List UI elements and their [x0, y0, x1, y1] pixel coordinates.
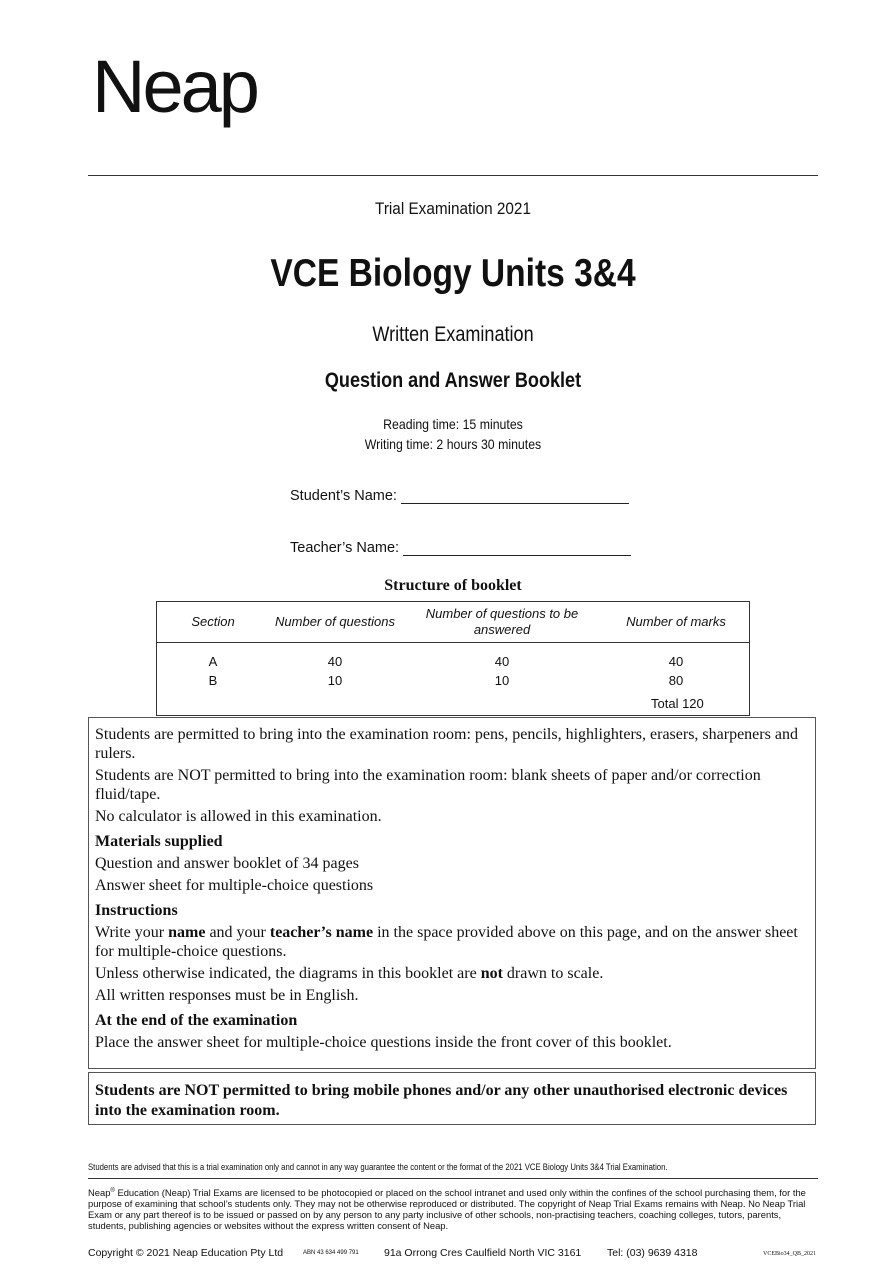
calculator-text: No calculator is allowed in this examination. — [95, 808, 382, 825]
table-row-total — [157, 692, 750, 716]
structure-table — [156, 601, 750, 716]
address: 91a Orrong Cres Caulfield North VIC 3161 — [384, 1247, 582, 1259]
teacher-name-field[interactable] — [290, 540, 631, 556]
student-name-field[interactable] — [290, 488, 629, 504]
writing-time: Writing time: 2 hours 30 minutes — [364, 436, 542, 452]
exam-type: Written Examination — [372, 323, 534, 346]
col-marks: Number of marks — [603, 602, 750, 643]
booklet-title: Question and Answer Booklet — [324, 369, 582, 392]
col-to-answer: Number of questions to be answered — [401, 602, 603, 643]
instructions-box — [88, 717, 816, 1069]
copyright: Copyright © 2021 Neap Education Pty Ltd — [88, 1247, 284, 1259]
teacher-name-label: Teacher’s Name: — [290, 540, 400, 556]
exam-title: VCE Biology Units 3&4 — [270, 252, 636, 295]
cell: 40 — [494, 653, 510, 669]
student-name-label: Student’s Name: — [290, 488, 397, 504]
abn: ABN 43 634 499 791 — [303, 1250, 359, 1256]
cell: B — [208, 672, 218, 688]
student-name-line[interactable] — [401, 489, 629, 504]
permitted-text: Students are permitted to bring into the examination room: pens, pencils, highlighters, erasers, sharpeners and rulers. — [95, 726, 798, 762]
licence-text: Neap® Education (Neap) Trial Exams are licensed to be photocopied or placed on the school intranet and used only within the confines of the school purchasing them, for the purpose of examining that school’s students only. They may not be otherwise reproduced or distributed. The copyright of Neap Trial Exams remains with Neap. No Neap Trial Exam or any part thereof is to be issued or passed on by any person to any party inclusive of other schools, non-practising teachers, coaching colleges, tutors, parents, students, publishing agencies or websites without the express written consent of Neap. — [88, 1187, 806, 1232]
material-item: Answer sheet for multiple-choice questions — [95, 877, 374, 894]
instruction-english: All written responses must be in English. — [95, 987, 359, 1004]
phone: Tel: (03) 9639 4318 — [607, 1247, 698, 1259]
cell: 10 — [494, 672, 510, 688]
cell: 80 — [668, 672, 684, 688]
cell: 40 — [327, 653, 343, 669]
neap-logo: Neap — [92, 45, 257, 128]
materials-heading: Materials supplied — [95, 833, 223, 850]
table-header-row — [157, 602, 750, 643]
total-marks: Total 120 — [651, 695, 704, 711]
cell: A — [208, 653, 218, 669]
material-item: Question and answer booklet of 34 pages — [95, 855, 359, 872]
end-text: Place the answer sheet for multiple-choice questions inside the front cover of this booklet. — [95, 1034, 672, 1051]
header-divider — [88, 175, 818, 176]
footer-divider — [88, 1178, 818, 1179]
instruction-name: Write your name and your teacher’s name in the space provided above on this page, and on the answer sheet for multiple-choice questions. — [95, 924, 798, 960]
table-row — [157, 643, 750, 669]
trial-advice: Students are advised that this is a trial examination only and cannot in any way guarantee the content or the format of the 2021 VCE Biology Units 3&4 Trial Examination. — [88, 1162, 668, 1172]
teacher-name-line[interactable] — [403, 541, 631, 556]
reading-time: Reading time: 15 minutes — [383, 416, 523, 432]
cell: 40 — [668, 653, 684, 669]
instruction-diagrams: Unless otherwise indicated, the diagrams in this booklet are not drawn to scale. — [95, 965, 604, 982]
document-code: VCEBio34_QB_2021 — [763, 1251, 817, 1257]
cell: 10 — [327, 672, 343, 688]
phones-warning: Students are NOT permitted to bring mobile phones and/or any other unauthorised electronic devices into the examination room. — [88, 1072, 816, 1125]
trial-label: Trial Examination 2021 — [375, 199, 531, 218]
not-permitted-text: Students are NOT permitted to bring into the examination room: blank sheets of paper and/or correction fluid/tape. — [95, 767, 761, 803]
table-row — [157, 669, 750, 692]
instructions-heading: Instructions — [95, 902, 178, 919]
end-heading: At the end of the examination — [95, 1012, 298, 1029]
col-questions: Number of questions — [269, 602, 401, 643]
col-section: Section — [157, 602, 270, 643]
structure-title: Structure of booklet — [384, 577, 522, 594]
